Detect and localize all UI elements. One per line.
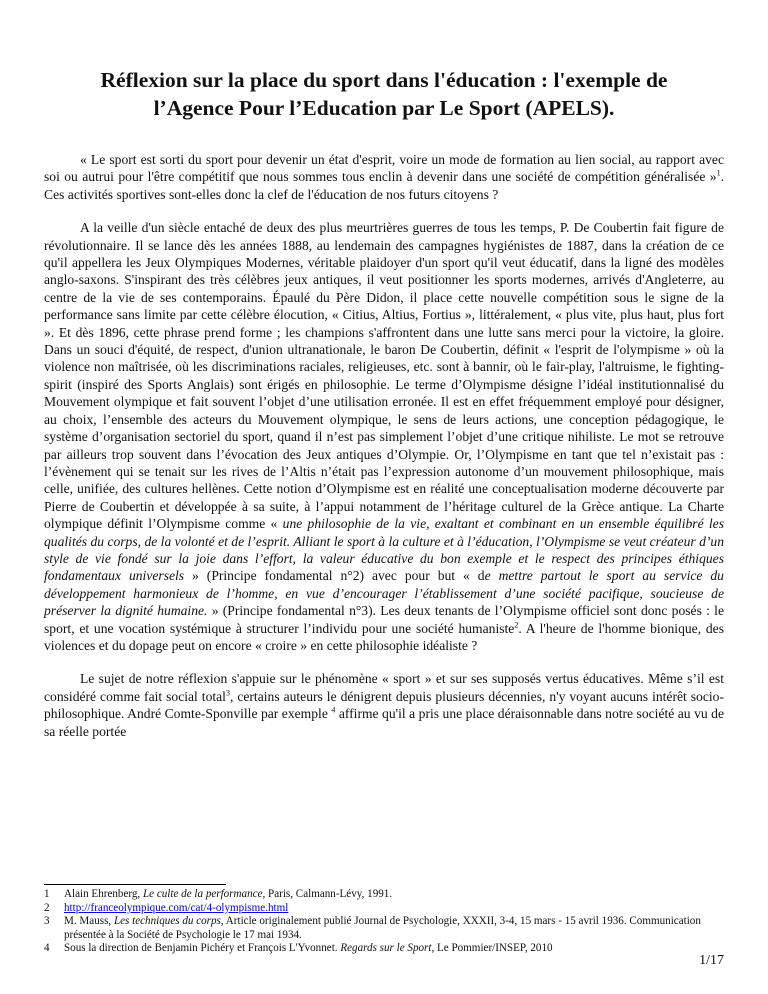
- footnote-text: [64, 902, 724, 916]
- text-span: Paris, Calmann-Lévy, 1991.: [265, 888, 393, 900]
- citation-title: Regards sur le Sport,: [340, 942, 435, 955]
- quote-italic: e mettre partout le sport au service du développement harmonieux de l’homme, en vue d’encourager l’établissement d’une société pacifique, soucieuse de préserver la dignité humaine.: [44, 568, 724, 619]
- footnote-text: [64, 888, 724, 902]
- text-span: M. Mauss,: [64, 915, 114, 928]
- footnote-3: [44, 915, 724, 942]
- footnote-number: 4: [44, 942, 50, 955]
- footnote-1: [44, 888, 724, 902]
- text-span: » (Principe fondamental n°2) avec pour but « d: [184, 568, 485, 584]
- footnotes: [44, 884, 724, 956]
- citation-title: Les techniques du corps: [113, 915, 221, 928]
- footnote-ref-1[interactable]: 1: [716, 168, 721, 178]
- paragraph-3: [44, 670, 724, 740]
- footnote-number: 2: [44, 901, 50, 914]
- text-span: affirme qu'il a pris une place déraisonnable dans notre société au vu de sa réelle portée: [44, 706, 724, 739]
- text-span: , Article originalement publié Journal de Psychologie, XXXII, 3-4, 15 mars - 15 avril 1936. Communication présentée à la Société de Psychologie le 17 mai 1934.: [64, 915, 701, 941]
- footnote-text: [64, 915, 724, 942]
- footnote-ref-3[interactable]: 3: [225, 688, 230, 698]
- footnote-separator: [44, 884, 226, 885]
- footnote-link[interactable]: http://franceolympique.com/cat/4-olympisme.html: [64, 901, 289, 914]
- citation-title: Le culte de la performance,: [142, 888, 266, 900]
- quote-italic: une philosophie de la vie, exaltant et combinant en un ensemble équilibré les qualités du corps, de la volonté et de l’esprit. Alliant le sport à la culture et à l’éducation, l’Olympisme se veut créateur d’un style de vie fondé sur la joie dans l’effort, la valeur éducative du bon exemple et le respect des principes éthiques fondamentaux universels: [44, 516, 724, 584]
- page-number: 1/17: [699, 953, 724, 968]
- footnote-ref-2[interactable]: 2: [514, 620, 519, 630]
- text-span: A la veille d'un siècle entaché de deux des plus meurtrières guerres de tous les temps, P. De Coubertin fait figure de révolutionnaire. Il se lance dès les années 1888, au lendemain des campagnes hygiénistes de 1887, dans la création de ce qu'il appellera les Jeux Olympiques Modernes, véritable plaidoyer d'un sport qu'il veut éducatif, dans la ligné des modèles anglo-saxons. S'inspirant des très célèbres jeux antiques, il veut positionner les sports modernes, arrivés d'Angleterre, au centre de la vie de ses contemporains. Épaulé du Père Didon, il place cette nouvelle compétition sous le signe de la performance sans limite par cette célèbre élocution, « Citius, Altius, Fortius », littéralement, « plus vite, plus haut, plus fort ». Et dès 1896, cette phrase prend forme ; les champions s'affrontent dans une lutte sans merci pour la victoire, la gloire. Dans un souci d'équité, de respect, d'union ultranationale, le baron De Coubertin, définit « l'esprit de l'olympisme » où la violence non maîtrisée, où les discriminations raciales, religieuses, etc. sont à bannir, où le fair-play, l'altruisme, le fighting-spirit (inspiré des Sports Anglais) sont érigés en philosophie. Le terme d’Olympisme désigne l’idéal institutionnalisé du Mouvement olympique et fait souvent l’objet d’une utilisation erronée. Il est en effet fréquemment employé pour désigner, au choix, l’ensemble des acteurs du Mouvement olympique, le sens de leurs actions, une conception pédagogique, le système d’organisation sectoriel du sport, quand il n’est pas simplement l’objet d’une critique nihiliste. Le mot se retrouve par ailleurs trop souvent dans l’évocation des Jeux antiques d’Olympie. Or, l’Olympisme en tant que tel n’existait pas : l’évènement qui se tenait sur les rives de l’Altis n’était pas l’expression autonome d’un mouvement philosophique, mais celle, unifiée, des cultures hellènes. Cette notion d’Olympisme est en réalité une conceptualisation moderne découverte par Pierre de Coubertin et développée à sa suite, à l’appui notamment de l’héritage culturel de la Grèce antique. La Charte olympique définit l’Olympisme comme «: [44, 220, 724, 532]
- paragraph-1: [44, 151, 724, 203]
- footnote-text: [64, 942, 724, 956]
- footnote-number: 3: [44, 915, 50, 928]
- footnote-number: 1: [44, 888, 50, 900]
- text-span: Alain Ehrenberg,: [64, 888, 143, 900]
- paragraph-2: [44, 219, 724, 654]
- text-span: Le Pommier/INSEP, 2010: [434, 942, 553, 955]
- document-title: Réflexion sur la place du sport dans l'éducation : l'exemple de l’Agence Pour l’Education par Le Sport (APELS).: [100, 68, 668, 120]
- text-span: Le sujet de notre réflexion s'appuie sur le phénomène « sport » et sur ses supposés vertus éducatives. Même s’il est considéré comme fait social total: [44, 671, 724, 704]
- text-span: . Ces activités sportives sont-elles donc la clef de l'éducation de nos futurs citoyens ?: [44, 169, 724, 202]
- body-text: [44, 151, 724, 756]
- footnote-4: [44, 942, 724, 956]
- text-span: . A l'heure de l'homme bionique, des violences et du dopage peut on encore « croire » en cette philosophie idéaliste ?: [44, 620, 724, 653]
- text-span: Sous la direction de Benjamin Pichéry et François L'Yvonnet.: [64, 942, 341, 955]
- footnote-2: [44, 902, 724, 916]
- footnote-ref-4[interactable]: 4: [331, 705, 336, 715]
- text-span: « Le sport est sorti du sport pour devenir un état d'esprit, voire un mode de formation au lien social, au rapport avec soi ou autrui pour l'être compétitif que nous sommes tous enclin à devenir dans une société de compétition généralisée »: [44, 152, 724, 185]
- text-span: , certains auteurs le dénigrent depuis plusieurs décennies, n'y voyant aucuns intérêt socio-philosophique. André Comte-Sponville par exemple: [44, 688, 724, 722]
- text-span: » (Principe fondamental n°3). Les deux tenants de l’Olympisme officiel sont donc posés : le sport, et une vocation systémique à structurer l’individu pour une société humaniste: [44, 603, 724, 636]
